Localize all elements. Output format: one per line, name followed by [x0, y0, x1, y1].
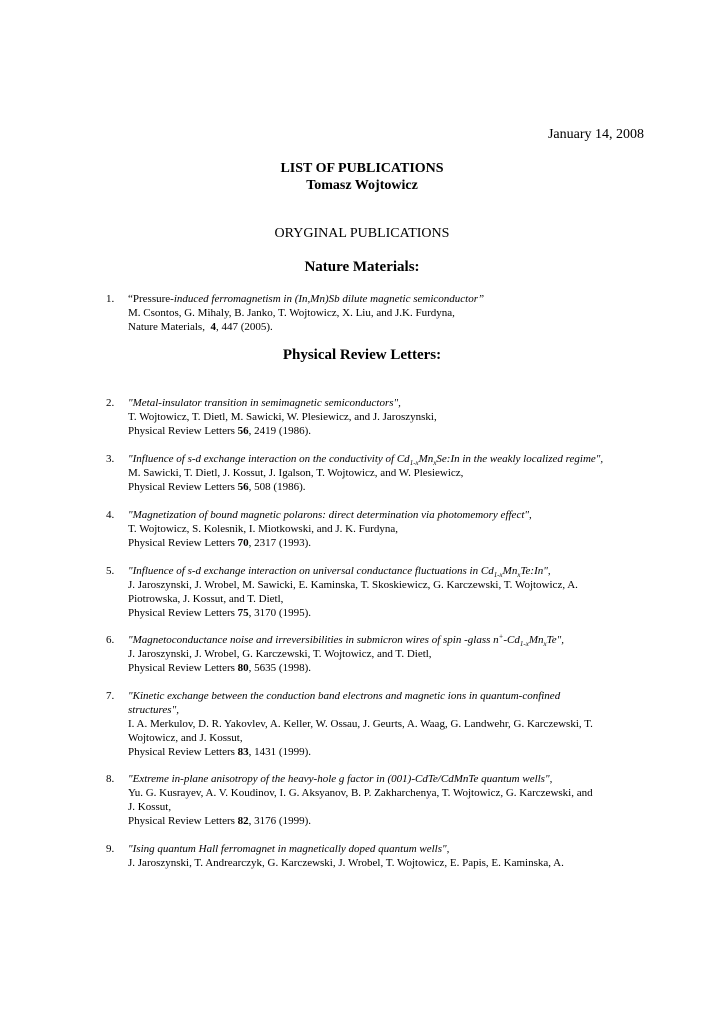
section-nature-materials: Nature Materials: — [304, 259, 420, 275]
entry-number: 5. — [106, 565, 115, 577]
entry-title: "Magnetoconductance noise and irreversibilities in submicron wires of spin -glass $n^+-Cd_{1-x}Mn_xTe$", — [128, 632, 564, 649]
entry-authors: T. Wojtowicz, T. Dietl, M. Sawicki, W. Plesiewicz, and J. Jaroszynski, — [128, 411, 437, 423]
entry-citation: Physical Review Letters 75, 3170 (1995). — [128, 607, 311, 619]
entry-authors: J. Jaroszynski, J. Wrobel, G. Karczewski, T. Wojtowicz, and T. Dietl, — [128, 648, 432, 660]
original-publications-label: ORYGINAL PUBLICATIONS — [274, 226, 450, 241]
page-title: LIST OF PUBLICATIONS — [280, 161, 444, 176]
entry-number: 9. — [106, 843, 115, 855]
publication-4 — [106, 508, 646, 550]
entry-title-cont: structures", — [128, 704, 179, 716]
entry-number: 4. — [106, 509, 115, 521]
entry-citation: Physical Review Letters 83, 1431 (1999). — [128, 746, 311, 758]
entry-title: "Ising quantum Hall ferromagnet in magnetically doped quantum wells", — [128, 843, 450, 855]
entry-citation: Physical Review Letters 56, 508 (1986). — [128, 481, 306, 493]
publication-7 — [106, 689, 646, 759]
entry-number: 7. — [106, 690, 115, 702]
entry-authors: T. Wojtowicz, S. Kolesnik, I. Miotkowski, and J. K. Furdyna, — [128, 523, 399, 535]
author-name: Tomasz Wojtowicz — [306, 178, 418, 193]
entry-authors-cont: Wojtowicz, and J. Kossut, — [128, 732, 243, 744]
entry-authors-cont: Piotrowska, J. Kossut, and T. Dietl, — [128, 593, 284, 605]
entry-citation: Nature Materials, 4, 447 (2005). — [128, 321, 273, 333]
entry-citation: Physical Review Letters 56, 2419 (1986). — [128, 425, 311, 437]
entry-citation: Physical Review Letters 70, 2317 (1993). — [128, 537, 311, 549]
entry-authors: J. Jaroszynski, T. Andrearczyk, G. Karczewski, J. Wrobel, T. Wojtowicz, E. Papis, E. Kaminska, A. — [128, 857, 564, 869]
publication-6 — [106, 633, 646, 675]
entry-title: “Pressure-induced ferromagnetism in (In,Mn)Sb dilute magnetic semiconductor” — [128, 293, 485, 305]
entry-number: 2. — [106, 397, 115, 409]
entry-number: 1. — [106, 293, 115, 305]
entry-authors: I. A. Merkulov, D. R. Yakovlev, A. Keller, W. Ossau, J. Geurts, A. Waag, G. Landwehr, G. Karczewski, T. — [128, 718, 593, 730]
entry-citation: Physical Review Letters 80, 5635 (1998). — [128, 662, 311, 674]
entry-authors: M. Sawicki, T. Dietl, J. Kossut, J. Igalson, T. Wojtowicz, and W. Plesiewicz, — [128, 467, 464, 479]
entry-title: "Influence of s-d exchange interaction on universal conductance fluctuations in $Cd_{1-x}Mn_xTe:In$", — [128, 565, 551, 580]
entry-number: 8. — [106, 773, 115, 785]
entry-number: 3. — [106, 453, 115, 465]
publication-3 — [106, 452, 646, 494]
entry-authors-cont: J. Kossut, — [128, 801, 172, 813]
document-date: January 14, 2008 — [547, 127, 644, 142]
entry-title: "Influence of s-d exchange interaction on the conductivity of $Cd_{1-x}Mn_xSe:In$ in the weakly localized regime", — [128, 453, 604, 468]
publication-5 — [106, 564, 646, 620]
publication-8 — [106, 772, 646, 828]
entry-authors: Yu. G. Kusrayev, A. V. Koudinov, I. G. Aksyanov, B. P. Zakharchenya, T. Wojtowicz, G. Karczewski, and — [128, 787, 593, 799]
section-physical-review-letters: Physical Review Letters: — [282, 347, 442, 363]
entry-authors: J. Jaroszynski, J. Wrobel, M. Sawicki, E. Kaminska, T. Skoskiewicz, G. Karczewski, T. Wojtowicz, A. — [128, 579, 578, 591]
entry-title: "Magnetization of bound magnetic polarons: direct determination via photomemory effect", — [128, 509, 532, 521]
publication-2 — [106, 396, 646, 438]
entry-authors: M. Csontos, G. Mihaly, B. Janko, T. Wojtowicz, X. Liu, and J.K. Furdyna, — [128, 307, 455, 319]
publication-1 — [106, 292, 646, 334]
entry-title: "Extreme in-plane anisotropy of the heavy-hole g factor in (001)-CdTe/CdMnTe quantum wells", — [128, 773, 553, 785]
entry-title: "Metal-insulator transition in semimagnetic semiconductors", — [128, 397, 401, 409]
entry-title: "Kinetic exchange between the conduction band electrons and magnetic ions in quantum-confined — [128, 690, 561, 702]
publication-9 — [106, 842, 646, 870]
entry-citation: Physical Review Letters 82, 3176 (1999). — [128, 815, 311, 827]
entry-number: 6. — [106, 634, 115, 646]
title-block — [0, 160, 724, 194]
